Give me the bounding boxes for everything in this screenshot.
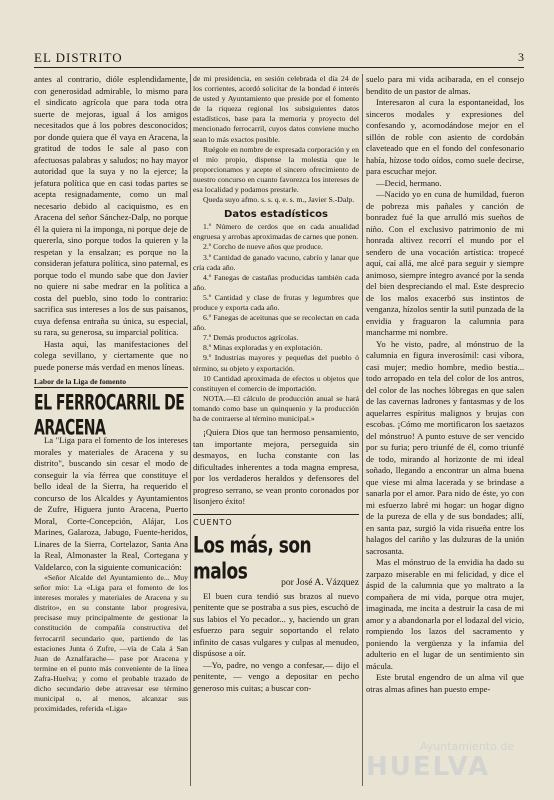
story-p1: suelo para mi vida acibarada, en el consejo bendito de un pastor de almas. [366,74,524,96]
datos-item: 4.º Fanegas de castañas producidas también cada año. [193,272,359,292]
railway-letter: «Señor Alcalde del Ayuntamiento de... Muy señor mío: La «Liga para el fomento de los intereses morales y materiales de Aracena y su distrito», en su constante labor progresiva, precisase muy principalmente de gestionar la constitución de compañía constructiva del ferrocarril secundario que, partiendo de las estaciones Junta ó Zufre, —vía de Cala á San Juan de Aznalfarache— pase por Aracena y termine en el punto más conveniente de la línea Zafra-Huelva; y como el probable trazado de dicho secundario debe atravesar ese término municipal o, al menos, alcanzar sus proximidades, referida «Liga» [34,573,188,714]
datos-item: 8.º Minas exploradas y en explotación. [203,343,323,353]
story-body-2: —Yo, padre, no vengo a confesar,— dijo el penitente, — vengo a depositar en pecho generoso mis cuitas; a buscar con- [193,659,359,693]
story-p6: Mas el mónstruo de la envidia ha dado su zarpazo miserable en mi felicidad, y dice el áspid de la calumnia que yo maltrato a la compañera de mi vida, porque otra mujer, imaginada, me incita a destruir la casa de mi amor y a abandonarla por el lodazal del vicio, rompiendo los lazos del sacramento y poniendo la vergüenza y la infamia del adulterio en el lugar de un sentimiento sin mácula. [366,557,524,671]
letter-signoff: Queda suyo afmo. s. s. q. e. s. m., Javier S.-Dalp. [203,195,355,205]
datos-item: 6.º Fanegas de aceitunas que se recolectan en cada año. [193,313,359,333]
header-rule [34,67,524,68]
newspaper-title: EL DISTRITO [34,50,123,65]
datos-title: Datos estadísticos [224,209,328,221]
story-byline: por José A. Vázquez [281,577,359,588]
story-p3: —Decid, hermano. [376,177,442,188]
story-p7: Este brutal engendro de un alma vil que otras almas afines han puesto empe- [366,672,524,694]
letter-continuation: de mi presidencia, en sesión celebrada el día 24 de los corrientes, acordó solicitar de la bondad é interés de usted y Ayuntamiento que preside por el fomento de la riqueza regional los subsiguientes datos estadísticos, base para la memoria y proyecto del mencionado ferrocarril, cuyos datos conviene mucho sean lo más exactos posible. [193,74,359,144]
section-label: Labor de la Liga de fomento [34,377,188,388]
column-divider-1 [190,74,191,786]
story-title: Los más, son malos [193,532,312,585]
letter-continuation-2: Ruégole en nombre de expresada corporación y en el mío propio, dispense la molestia que le proporcionamos y acepte el sincero ofrecimiento de nuestro concurso en cuanto favorezca los intereses de esa localidad y podamos prestarle. [193,144,359,195]
page-number: 3 [518,50,524,64]
datos-item: 9.º Industrias mayores y pequeñas del pueblo ó término, su objeto y exportación. [193,353,359,373]
datos-item: 7.º Demás productos agrícolas. [203,333,299,343]
column-3 [366,74,524,786]
datos-item: 10 Cantidad aproximada de efectos u objetos que constituyen el comercio de importación. [193,373,359,393]
railway-closing: ¡Quiera Dios que tan hermoso pensamiento, tan importante mejora, perseguida sin desmayos, en lucha constante con las dificultades inherentes a toda magna empresa, por los verdaderos heraldos y defensores del progreso serrano, se vean pronto coronados por lisonjero éxito! [193,427,359,507]
story-body: El buen cura tendió sus brazos al nuevo penitente que se postraba a sus pies, escuchó de sus labios el Yo pecador... y, haciendo un gran esfuerzo para seguir soportando el relato infinito de casas vulgares y culpas al menudeo, dispúsose a oír. [193,590,359,659]
story-p2: Interesaron al cura la espontaneidad, los sinceros modales y expresiones del confesando y, acomodándose mejor en el sillón de roble con asiento de cordobán claveteado que en el fondo del confesonario había, hízose todo oídos, como suele decirse, para escuchar mejor. [366,97,524,176]
railway-body: La "Liga para el fomento de los intereses morales y materiales de Aracena y su distrito", buscando sin cesar el modo de conseguir la vía férrea que constituye el bello ideal de la Sierra, ha requerido el concurso de los Alcaldes y Ayuntamientos de Zufre, Higuera junto Aracena, Puerto Moral, Corte-Concepción, Alájar, Los Marines, Galaroza, Jabugo, Fuente-heridos, Linares de la Sierra, Cortelazor, Santa Ana la Real, Almonaster la Real, Cortegana y Valdelarco, con la siguiente comunicación: [34,435,188,572]
cuento-label: CUENTO [193,514,359,527]
story-p5: Yo he visto, padre, al mónstruo de la calumnia en figura inverosímil: casi víbora, casi mujer; medio hombre, medio bestia... todo arropado en tela del color de los antros, del color de las noches lóbregas en que salen de las cavernas ladrones y fantasmas y de los aquelarres espíritus malignos y brujas con escobas. ¡Cómo me mortificaron los saetazos del mónstruo! A punto estuve de ser vencido por su furia; pero triunfé de él, como triunfé de todo, mirando al horizonte de mi ideal soñado, llegando a encontrar un alma buena que viese mi alma lacerada y se brindase a sanarla por el amor. Para nido de éste, yo con mi esfuerzo labré mi hogar: un hogar digno de la pureza de ella y de sus bondades; allí, en santa paz, surgió la vida risueña entre los halagos del cariño y las dulzuras de la unión sacrosanta. [366,338,524,556]
datos-list [193,222,359,394]
story-p4: —Nacido yo en cuna de humildad, fueron de pobreza mis pañales y canción de bonradez fué la que arrulló mis sueños de niño. Con el exclusivo patrimonio de mi honrada altivez recorrí el mundo por el sendero de una vocación artística: tropecé aquí, caí allá, me alcé para seguir y siempre animoso, siempre íntegro avancé por la senda del bien despreciando el mal. Este desprecio de los malos exacerbó sus instintos de venganza, hízolos sentir la sutil punzada de la envidia y fraguaron la calumnia para mancharme mi nombre. [366,189,524,337]
column-divider-2 [362,74,363,786]
datos-item: 2.º Corcho de nueve años que produce. [203,242,323,252]
watermark-line1: Ayuntamiento de [420,740,515,753]
datos-item: 5.º Cantidad y clase de frutas y legumbres que produce y exporta cada año. [193,292,359,312]
article-lead: antes al contrario, dióle esplendidamente, con generosidad admirable, lo mismo para el sindicato agrícola que para toda otra suerte de mejoras, igual á los amigos necesitados que á los pobres desconocidos; por donde quiera que él vaya en Aracena, la gratitud de todos le sale al paso con afectuosas palabras y saludos; no hay mayor autoridad que la suya y no la ejerce; la jefatura política que en casi todas partes se acepta resignadamente, como un mal necesario debido al caciquismo, es en Aracena del señor Sánchez-Dalp, no porque él la quiera ni la imponga, ni porque deje de quererla, sino porque todos la quieren y la respetan y la ensalzan; es porque no la consideran jefatura política, sino paternal, es porque todo el mundo sabe que don Javier no quiere ni sabe medrar en la política a costa del pueblo, sino todo lo contrario: sacrifica sus intereses a los de sus paisanos, cuya defensa entraña su única, su especial, su rara, su generosa, su imparcial política. [34,74,188,337]
datos-nota: NOTA.—El cálculo de producción anual se hará tomando como base un quinquenio y la producción ha de contraerse al término municipal.» [193,393,359,423]
railway-headline: EL FERROCARRIL DE ARACENA [34,391,185,441]
datos-item: 1.º Número de cerdos que en cada anualidad engruesa y arrobas aproximadas de carnes que ponen. [193,222,359,242]
column-1 [34,74,188,786]
datos-item: 3.º Cantidad de ganado vacuno, cabrío y lanar que cría cada año. [193,252,359,272]
article-closing: Hasta aquí, las manifestaciones del colega sevillano, y ciertamente que no puede ponerse más verdad en menos líneas. [34,338,188,372]
column-2 [193,74,359,786]
watermark-line2: HUELVA [366,752,491,782]
